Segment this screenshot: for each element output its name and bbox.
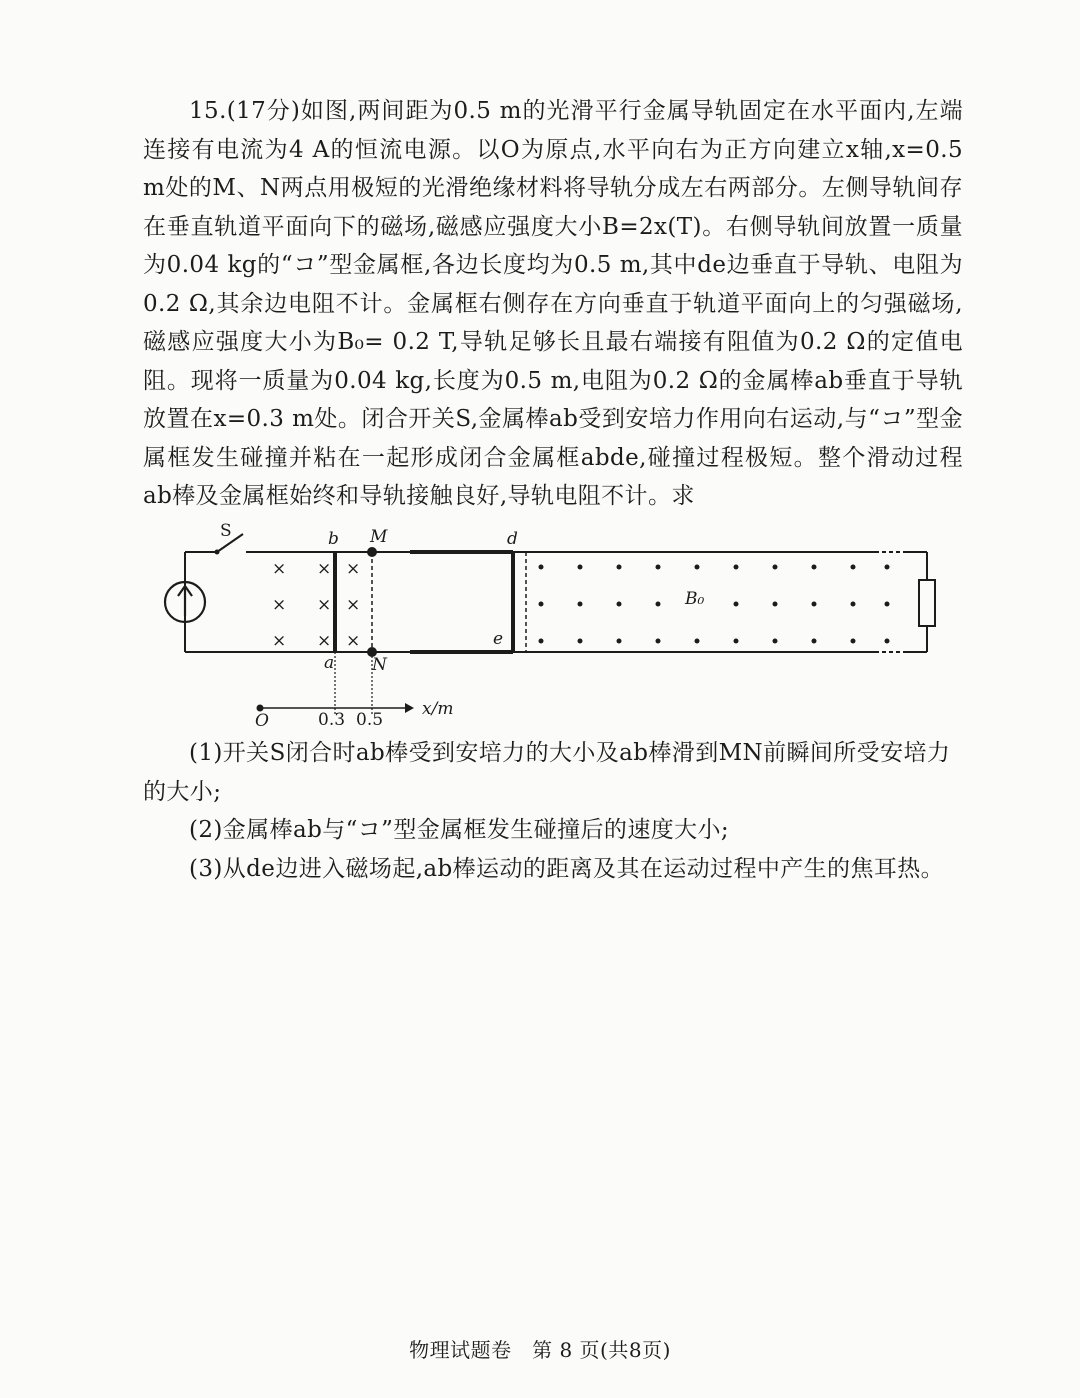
field-dot [617, 565, 622, 570]
sub-questions [143, 734, 963, 888]
field-dot [734, 639, 739, 644]
tick-label-03: 0.3 [318, 710, 346, 730]
label-d: d [507, 529, 518, 549]
cross-mark: × [346, 595, 361, 615]
point-m [367, 547, 377, 557]
field-dot [851, 602, 856, 607]
axis-label: x/m [422, 699, 454, 719]
field-dot [812, 602, 817, 607]
label-m: M [370, 527, 388, 547]
field-dot [812, 565, 817, 570]
label-b: b [328, 529, 339, 549]
field-dot [578, 565, 583, 570]
field-dot [539, 602, 544, 607]
field-dot [851, 565, 856, 570]
magnetic-field-into-page [272, 559, 360, 651]
cross-mark: × [317, 631, 332, 651]
field-dot [885, 565, 890, 570]
question-3: (3)从de边进入磁场起,ab棒运动的距离及其在运动过程中产生的焦耳热。 [189, 855, 945, 882]
field-dot [734, 602, 739, 607]
field-dot [885, 639, 890, 644]
field-dot [617, 639, 622, 644]
field-dot [578, 639, 583, 644]
question-2: (2)金属棒ab与“コ”型金属框发生碰撞后的速度大小; [189, 817, 730, 843]
x-axis-arrow [405, 703, 414, 713]
tick-label-05: 0.5 [356, 710, 384, 730]
cross-mark: × [317, 559, 332, 579]
field-dot [656, 565, 661, 570]
page-footer: 物理试题卷 第 8 页(共8页) [409, 1338, 671, 1362]
field-dot [773, 602, 778, 607]
field-dot [656, 639, 661, 644]
field-dot [812, 639, 817, 644]
label-a: a [324, 653, 335, 673]
question-1: (1)开关S闭合时ab棒受到安培力的大小及ab棒滑到MN前瞬间所受安培力的大小; [143, 740, 951, 805]
cross-mark: × [346, 559, 361, 579]
field-dot [851, 639, 856, 644]
circuit-diagram [160, 522, 950, 732]
magnetic-field-out-of-page [539, 565, 890, 644]
field-dot [734, 565, 739, 570]
field-dot [617, 602, 622, 607]
cross-mark: × [272, 631, 287, 651]
problem-statement [143, 92, 963, 516]
resistor [919, 580, 935, 626]
field-dot [695, 639, 700, 644]
field-dot [695, 565, 700, 570]
field-dot [539, 565, 544, 570]
cross-mark: × [317, 595, 332, 615]
field-dot [773, 565, 778, 570]
field-label-b0: B₀ [685, 589, 705, 609]
label-n: N [372, 655, 387, 675]
field-dot [656, 602, 661, 607]
field-dot [539, 639, 544, 644]
field-dot [885, 602, 890, 607]
cross-mark: × [272, 559, 287, 579]
label-e: e [493, 629, 504, 649]
cross-mark: × [346, 631, 361, 651]
field-dot [773, 639, 778, 644]
origin-label: O [255, 711, 269, 731]
field-dot [578, 602, 583, 607]
problem-text: 15.(17分)如图,两间距为0.5 m的光滑平行金属导轨固定在水平面内,左端连接有电流为4 A的恒流电源。以O为原点,水平向右为正方向建立x轴,x=0.5 m处的M、N两点用极短的光滑绝缘材料将导轨分成左右两部分。左侧导轨间存在垂直轨道平面向下的磁场,磁感应强度大小B=2x(T)。右侧导轨间放置一质量为0.04 kg的“コ”型金属框,各边长度均为0.5 m,其中de边垂直于导轨、电阻为0.2 Ω,其余边电阻不计。金属框右侧存在方向垂直于轨道平面向上的匀强磁场,磁感应强度大小为B₀= 0.2 T,导轨足够长且最右端接有阻值为0.2 Ω的定值电阻。现将一质量为0.04 kg,长度为0.5 m,电阻为0.2 Ω的金属棒ab垂直于导轨放置在x=0.3 m处。闭合开关S,金属棒ab受到安培力作用向右运动,与“コ”型金属框发生碰撞并粘在一起形成闭合金属框abde,碰撞过程极短。整个滑动过程ab棒及金属框始终和导轨接触良好,导轨电阻不计。求 [143, 98, 963, 509]
switch-label: S [220, 522, 232, 541]
cross-mark: × [272, 595, 287, 615]
